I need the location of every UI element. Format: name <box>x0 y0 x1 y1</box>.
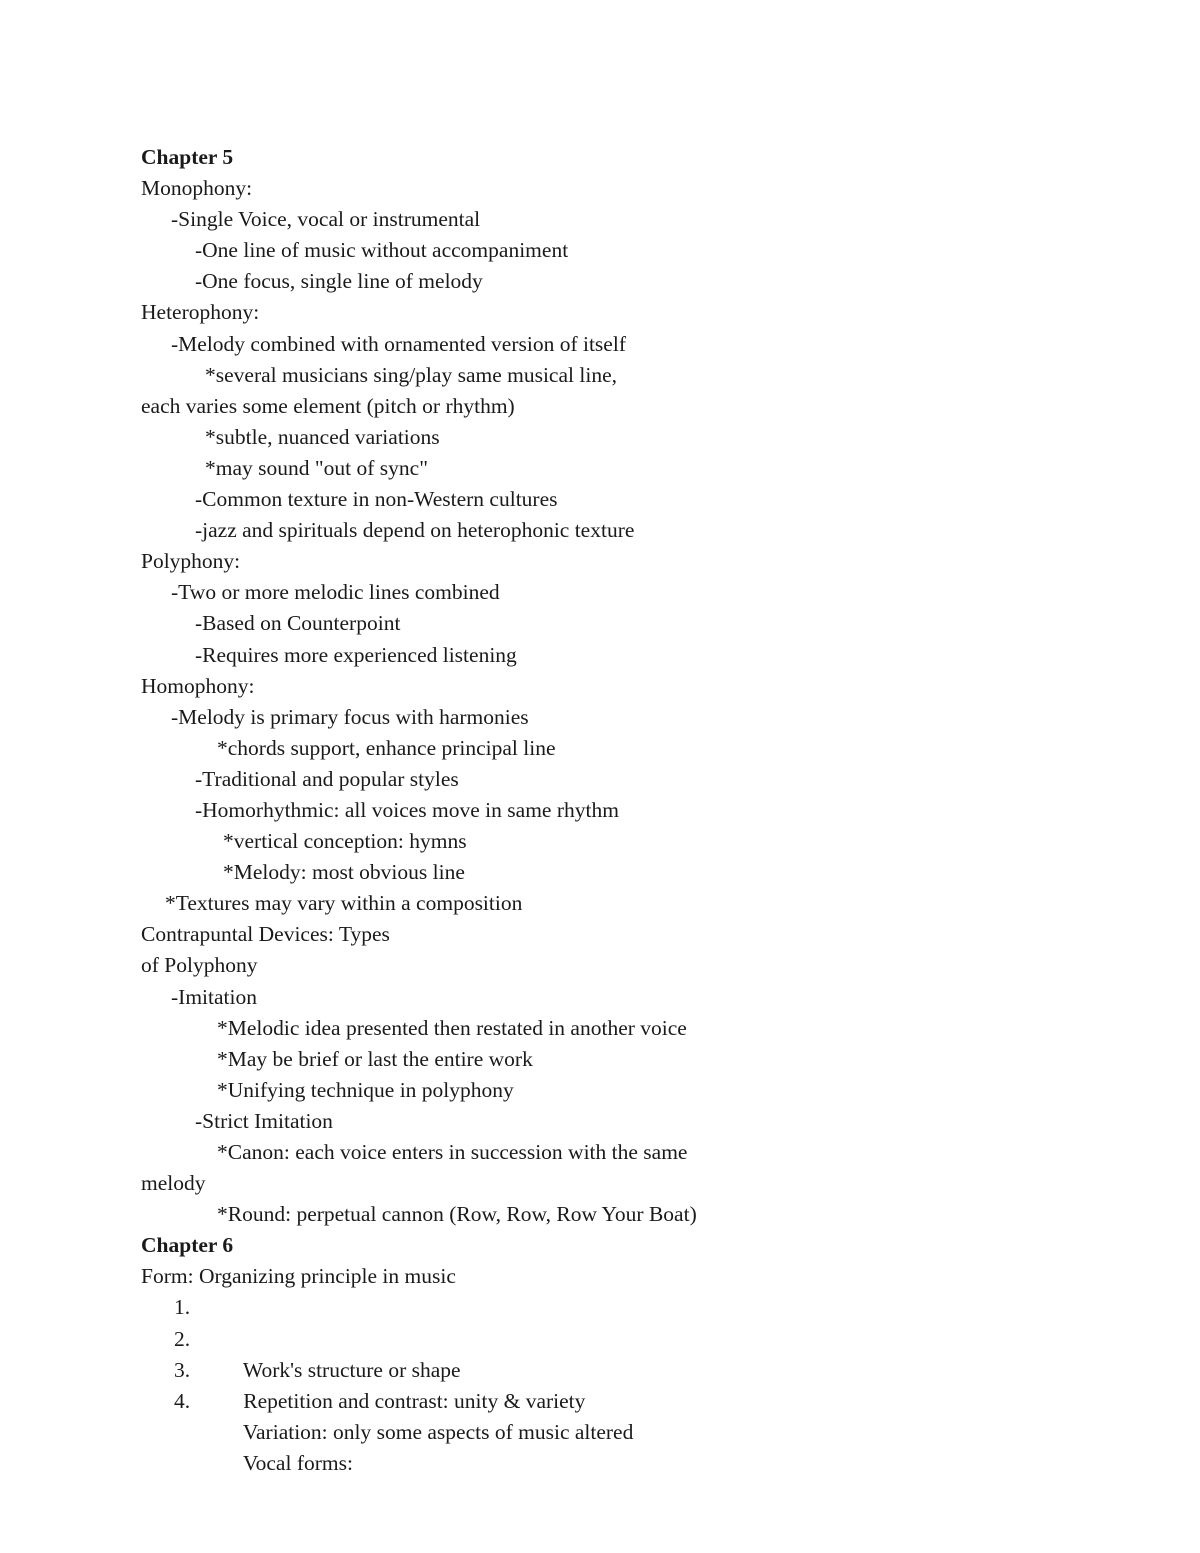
list-item-text: Work's structure or shape <box>242 1357 461 1382</box>
term-polyphony: Polyphony: <box>141 549 241 574</box>
note-line: *vertical conception: hymns <box>223 829 467 854</box>
note-line: -Melody is primary focus with harmonies <box>171 704 529 729</box>
note-line: *Round: perpetual cannon (Row, Row, Row Your Boat) <box>217 1202 697 1227</box>
term-contrapuntal-devices: Contrapuntal Devices: Types <box>141 922 390 947</box>
note-line: of Polyphony <box>141 953 258 978</box>
list-number: 2. <box>174 1326 191 1351</box>
note-line: *several musicians sing/play same musical line, <box>205 362 617 387</box>
note-line: -Traditional and popular styles <box>195 766 459 791</box>
note-line: -Requires more experienced listening <box>195 642 517 667</box>
list-number: 3. <box>174 1357 191 1382</box>
term-homophony: Homophony: <box>141 673 255 698</box>
note-line: -One line of music without accompaniment <box>195 238 569 263</box>
note-line: -One focus, single line of melody <box>195 269 483 294</box>
note-line: *Canon: each voice enters in succession with the same <box>217 1140 688 1164</box>
chapter-6-heading: Chapter 6 <box>141 1233 234 1258</box>
list-item-text: Variation: only some aspects of music altered <box>242 1419 634 1444</box>
term-monophony: Monophony: <box>141 176 253 201</box>
note-line: *may sound "out of sync" <box>205 455 428 480</box>
note-line: -Two or more melodic lines combined <box>171 580 500 605</box>
note-line: each varies some element (pitch or rhythm) <box>141 393 515 418</box>
note-line: -Strict Imitation <box>195 1108 333 1133</box>
note-line: *Unifying technique in polyphony <box>217 1077 514 1102</box>
note-line: melody <box>141 1171 206 1196</box>
note-line: -Melody combined with ornamented version of itself <box>171 331 626 356</box>
chapter-5-heading: Chapter 5 <box>141 145 234 169</box>
term-heterophony: Heterophony: <box>141 300 260 325</box>
list-item-text: Vocal forms: <box>242 1450 353 1475</box>
list-number: 4. <box>174 1388 191 1413</box>
note-line: -Common texture in non-Western cultures <box>195 487 558 512</box>
list-item-text: Repetition and contrast: unity & variety <box>243 1388 586 1413</box>
note-line: -Single Voice, vocal or instrumental <box>171 207 481 232</box>
notes-content <box>141 142 1141 1475</box>
term-form: Form: Organizing principle in music <box>141 1264 456 1289</box>
note-line: -Homorhythmic: all voices move in same rhythm <box>195 797 619 822</box>
note-line: -Imitation <box>171 984 257 1009</box>
list-item <box>141 1292 1141 1382</box>
note-line: -Based on Counterpoint <box>195 611 401 636</box>
note-line: *May be brief or last the entire work <box>217 1046 533 1071</box>
note-line: *subtle, nuanced variations <box>205 424 440 449</box>
note-line: *chords support, enhance principal line <box>217 735 556 760</box>
note-line: -jazz and spirituals depend on heterophonic texture <box>195 518 635 543</box>
note-line: *Textures may vary within a composition <box>165 891 523 916</box>
list-number: 1. <box>174 1295 191 1320</box>
note-line: *Melodic idea presented then restated in another voice <box>217 1015 687 1040</box>
note-line: *Melody: most obvious line <box>223 860 465 885</box>
